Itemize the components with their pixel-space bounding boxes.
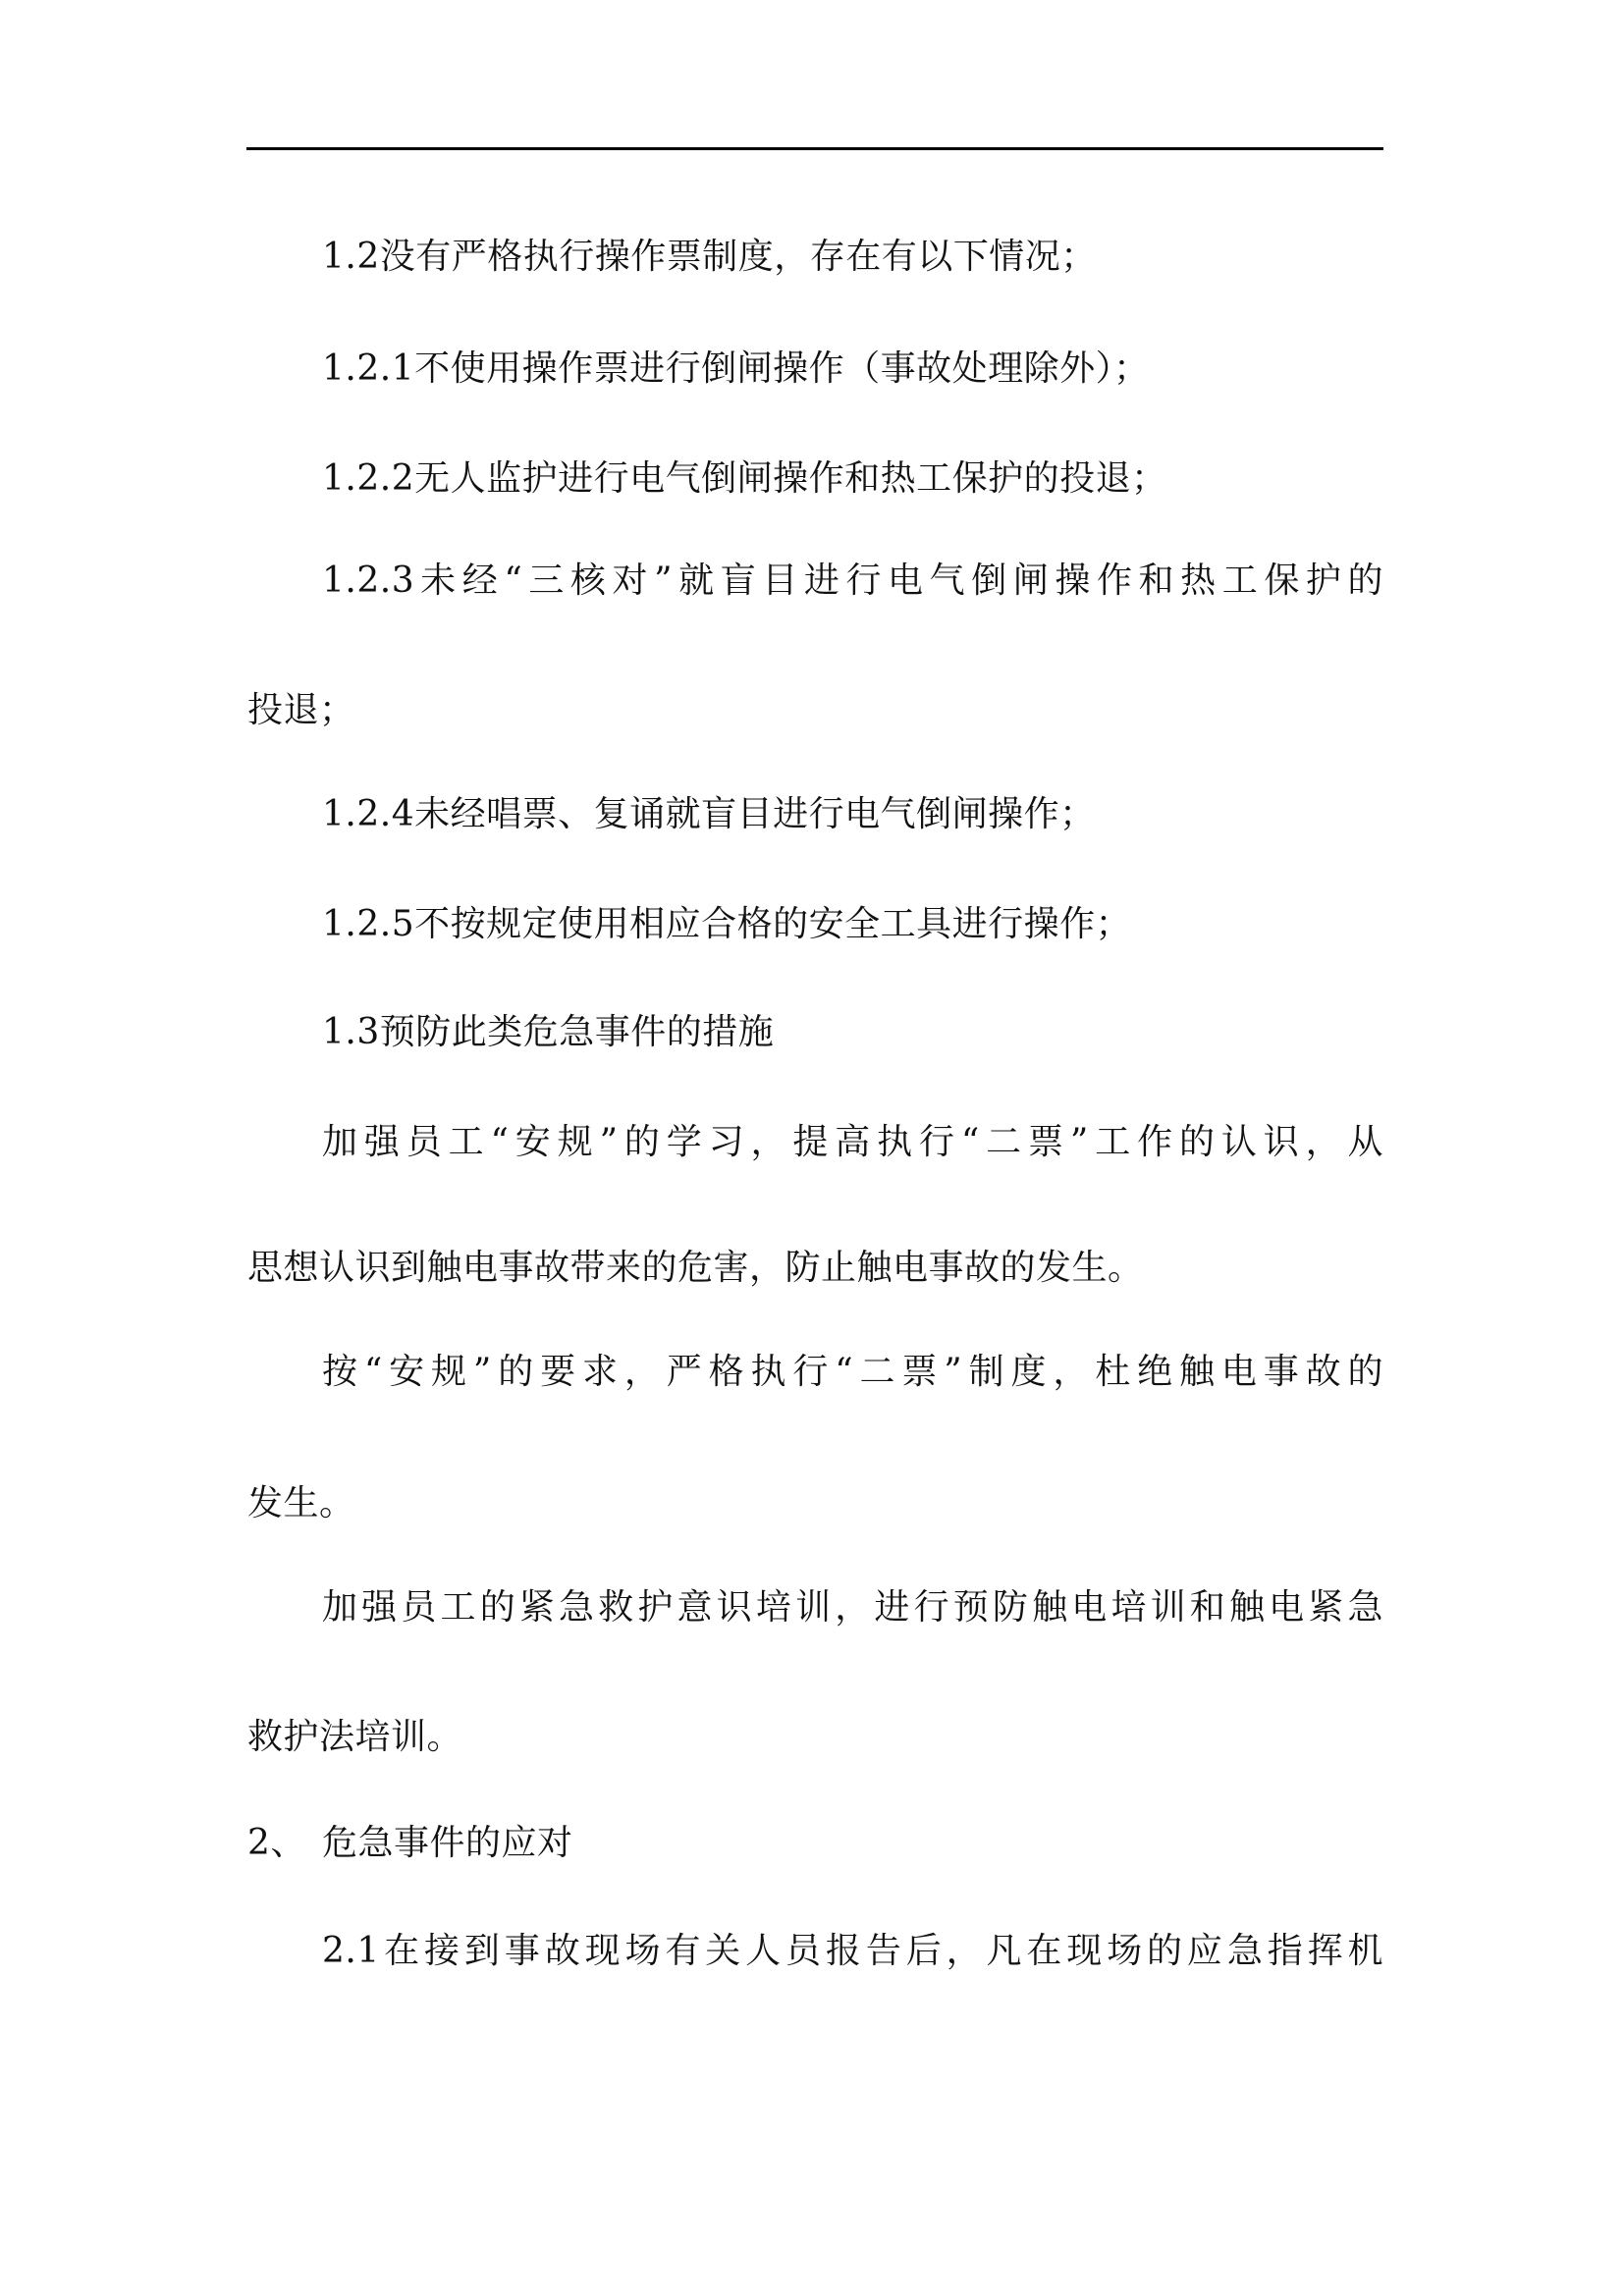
- text-line: 1.2.5不按规定使用相应合格的安全工具进行操作；: [322, 904, 1132, 944]
- text-line: 按“安规”的要求，严格执行“二票”制度，杜绝触电事故的: [322, 1352, 1383, 1392]
- text-line: 1.2.3未经“三核对”就盲目进行电气倒闸操作和热工保护的: [322, 561, 1383, 601]
- text-line: 1.2.4未经唱票、复诵就盲目进行电气倒闸操作；: [322, 794, 1096, 834]
- header-rule: [246, 147, 1383, 150]
- text-line: 1.2没有严格执行操作票制度，存在有以下情况；: [322, 237, 1097, 277]
- text-line: 思想认识到触电事故带来的危害，防止触电事故的发生。: [247, 1248, 1144, 1288]
- text-line: 1.2.1不使用操作票进行倒闸操作（事故处理除外）；: [322, 348, 1150, 389]
- text-line: 发生。: [247, 1483, 355, 1523]
- section-heading: [247, 1822, 573, 1865]
- text-line: 1.2.2无人监护进行电气倒闸操作和热工保护的投退；: [322, 458, 1167, 499]
- section-number: 2、: [247, 1823, 306, 1863]
- text-line: 1.3预防此类危急事件的措施: [322, 1012, 775, 1052]
- text-line: 2.1在接到事故现场有关人员报告后，凡在现场的应急指挥机: [322, 1931, 1383, 1971]
- text-line: 救护法培训。: [247, 1717, 463, 1757]
- text-line: 加强员工的紧急救护意识培训，进行预防触电培训和触电紧急: [322, 1587, 1383, 1628]
- text-line: 加强员工“安规”的学习，提高执行“二票”工作的认识，从: [322, 1122, 1383, 1162]
- section-title: 危急事件的应对: [322, 1823, 573, 1863]
- text-line: 投退；: [247, 690, 355, 730]
